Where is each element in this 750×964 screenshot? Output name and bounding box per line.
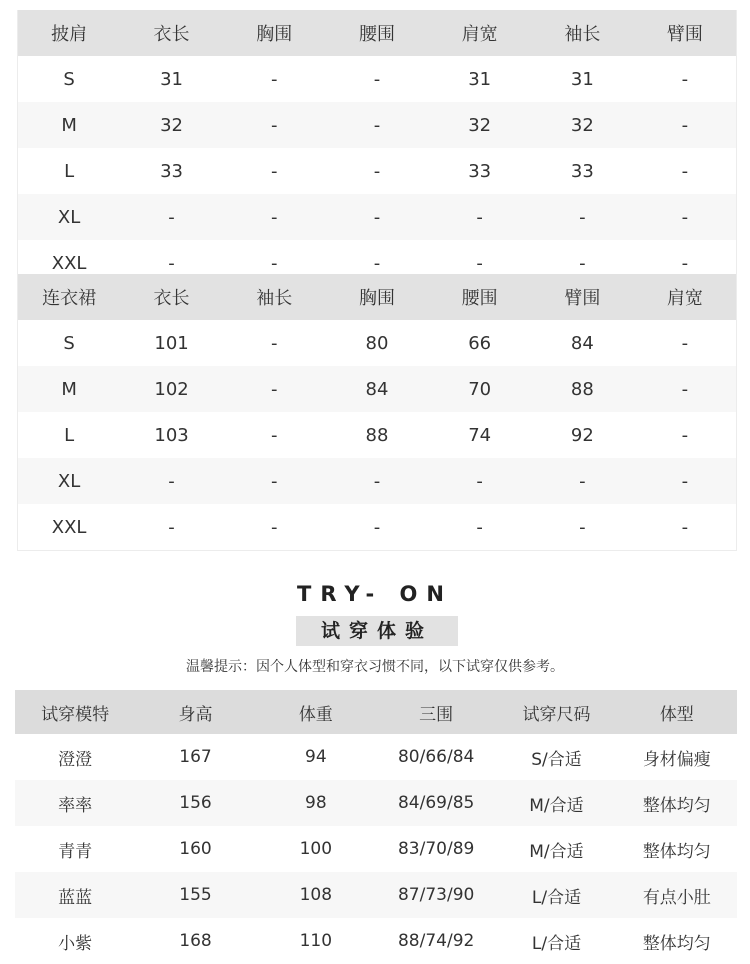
table-cell: L/合适 [496, 918, 616, 964]
table-cell: 率率 [15, 780, 135, 826]
table-cell: 110 [256, 918, 376, 964]
table-row [15, 734, 737, 780]
table-row [15, 826, 737, 872]
model-header-cell: 身高 [135, 690, 255, 734]
table-cell: - [223, 320, 326, 366]
table-cell: 108 [256, 872, 376, 918]
tryon-subtitle: 试穿体验 [296, 616, 458, 646]
dress-header-cell: 臂围 [531, 274, 634, 320]
table-cell: 92 [531, 412, 634, 458]
table-cell: 整体均匀 [617, 918, 737, 964]
table-cell: - [120, 240, 223, 287]
model-header-cell: 体重 [256, 690, 376, 734]
table-cell: 70 [428, 366, 531, 412]
dress-table [17, 274, 737, 551]
cape-header-cell: 臂围 [634, 10, 737, 56]
table-cell: - [531, 240, 634, 287]
table-cell: 94 [256, 734, 376, 780]
table-cell: 98 [256, 780, 376, 826]
table-cell: - [634, 56, 737, 102]
table-cell: M [18, 102, 121, 148]
dress-header-cell: 胸围 [326, 274, 429, 320]
table-cell: 整体均匀 [617, 826, 737, 872]
dress-size-table [17, 274, 737, 551]
table-cell: S/合适 [496, 734, 616, 780]
table-cell: 84/69/85 [376, 780, 496, 826]
table-cell: 青青 [15, 826, 135, 872]
table-cell: 身材偏瘦 [617, 734, 737, 780]
table-cell: 33 [120, 148, 223, 194]
table-cell: 102 [120, 366, 223, 412]
dress-header-cell: 衣长 [120, 274, 223, 320]
table-cell: M/合适 [496, 780, 616, 826]
table-cell: - [223, 366, 326, 412]
table-cell: 31 [531, 56, 634, 102]
table-cell: - [428, 194, 531, 240]
cape-header-cell: 腰围 [326, 10, 429, 56]
table-cell: - [634, 194, 737, 240]
table-cell: - [326, 56, 429, 102]
table-cell: 167 [135, 734, 255, 780]
table-row [18, 102, 737, 148]
table-cell: 160 [135, 826, 255, 872]
dress-header-cell: 袖长 [223, 274, 326, 320]
table-cell: 88 [531, 366, 634, 412]
cape-header-cell: 胸围 [223, 10, 326, 56]
table-cell: - [120, 458, 223, 504]
table-cell: L/合适 [496, 872, 616, 918]
table-cell: - [634, 148, 737, 194]
table-cell: XL [18, 458, 121, 504]
cape-header-cell: 披肩 [18, 10, 121, 56]
table-cell: L [18, 148, 121, 194]
table-cell: M [18, 366, 121, 412]
table-row [15, 872, 737, 918]
table-cell: 澄澄 [15, 734, 135, 780]
table-cell: - [326, 240, 429, 287]
table-cell: - [223, 56, 326, 102]
table-cell: - [326, 102, 429, 148]
table-cell: - [634, 412, 737, 458]
dress-header-cell: 肩宽 [634, 274, 737, 320]
table-cell: 103 [120, 412, 223, 458]
table-cell: 84 [326, 366, 429, 412]
table-cell: S [18, 320, 121, 366]
table-row [18, 366, 737, 412]
dress-header-cell: 腰围 [428, 274, 531, 320]
table-cell: - [326, 504, 429, 551]
model-table-section [15, 690, 737, 964]
table-cell: 80 [326, 320, 429, 366]
table-row [15, 780, 737, 826]
table-cell: - [634, 458, 737, 504]
table-cell: - [531, 194, 634, 240]
table-cell: 33 [531, 148, 634, 194]
table-cell: XXL [18, 504, 121, 551]
table-cell: 32 [531, 102, 634, 148]
table-cell: - [326, 458, 429, 504]
table-cell: - [223, 148, 326, 194]
dress-header-cell: 连衣裙 [18, 274, 121, 320]
table-row [18, 504, 737, 551]
table-cell: 74 [428, 412, 531, 458]
table-cell: 83/70/89 [376, 826, 496, 872]
table-cell: 蓝蓝 [15, 872, 135, 918]
table-cell: - [531, 458, 634, 504]
table-cell: - [223, 240, 326, 287]
table-cell: 整体均匀 [617, 780, 737, 826]
table-cell: - [634, 504, 737, 551]
cape-header-cell: 衣长 [120, 10, 223, 56]
table-cell: - [634, 102, 737, 148]
model-header-cell: 试穿尺码 [496, 690, 616, 734]
table-cell: 156 [135, 780, 255, 826]
table-row [18, 320, 737, 366]
cape-header-cell: 肩宽 [428, 10, 531, 56]
cape-size-table [17, 10, 737, 287]
dress-header-row [18, 274, 737, 320]
table-cell: - [223, 458, 326, 504]
table-cell: 87/73/90 [376, 872, 496, 918]
table-cell: - [223, 412, 326, 458]
table-cell: - [223, 194, 326, 240]
table-cell: - [120, 194, 223, 240]
model-header-row [15, 690, 737, 734]
cape-header-row [18, 10, 737, 56]
table-cell: 31 [428, 56, 531, 102]
table-cell: XXL [18, 240, 121, 287]
table-cell: 168 [135, 918, 255, 964]
table-cell: 88 [326, 412, 429, 458]
model-header-cell: 体型 [617, 690, 737, 734]
table-cell: 80/66/84 [376, 734, 496, 780]
table-cell: 84 [531, 320, 634, 366]
table-cell: - [531, 504, 634, 551]
tryon-tip: 温馨提示：因个人体型和穿衣习惯不同，以下试穿仅供参考。 [186, 659, 564, 675]
table-cell: 31 [120, 56, 223, 102]
table-row [18, 148, 737, 194]
model-table [15, 690, 737, 964]
table-cell: L [18, 412, 121, 458]
table-row [18, 458, 737, 504]
table-cell: 小紫 [15, 918, 135, 964]
table-cell: 33 [428, 148, 531, 194]
model-header-cell: 三围 [376, 690, 496, 734]
table-cell: - [428, 504, 531, 551]
table-cell: 88/74/92 [376, 918, 496, 964]
table-row [15, 918, 737, 964]
table-cell: 100 [256, 826, 376, 872]
table-cell: S [18, 56, 121, 102]
table-cell: - [223, 504, 326, 551]
table-cell: 32 [120, 102, 223, 148]
table-cell: 32 [428, 102, 531, 148]
table-row [18, 56, 737, 102]
tryon-title: TRY- ON [297, 582, 453, 606]
table-cell: - [326, 148, 429, 194]
table-cell: 66 [428, 320, 531, 366]
table-cell: - [634, 240, 737, 287]
table-cell: - [428, 458, 531, 504]
table-cell: - [634, 366, 737, 412]
cape-table [17, 10, 737, 287]
table-cell: - [428, 240, 531, 287]
table-cell: M/合适 [496, 826, 616, 872]
table-cell: - [326, 194, 429, 240]
model-header-cell: 试穿模特 [15, 690, 135, 734]
table-cell: - [634, 320, 737, 366]
table-cell: XL [18, 194, 121, 240]
table-cell: 有点小肚 [617, 872, 737, 918]
table-cell: 155 [135, 872, 255, 918]
cape-header-cell: 袖长 [531, 10, 634, 56]
table-cell: - [120, 504, 223, 551]
table-cell: 101 [120, 320, 223, 366]
table-cell: - [223, 102, 326, 148]
table-row [18, 194, 737, 240]
table-row [18, 412, 737, 458]
